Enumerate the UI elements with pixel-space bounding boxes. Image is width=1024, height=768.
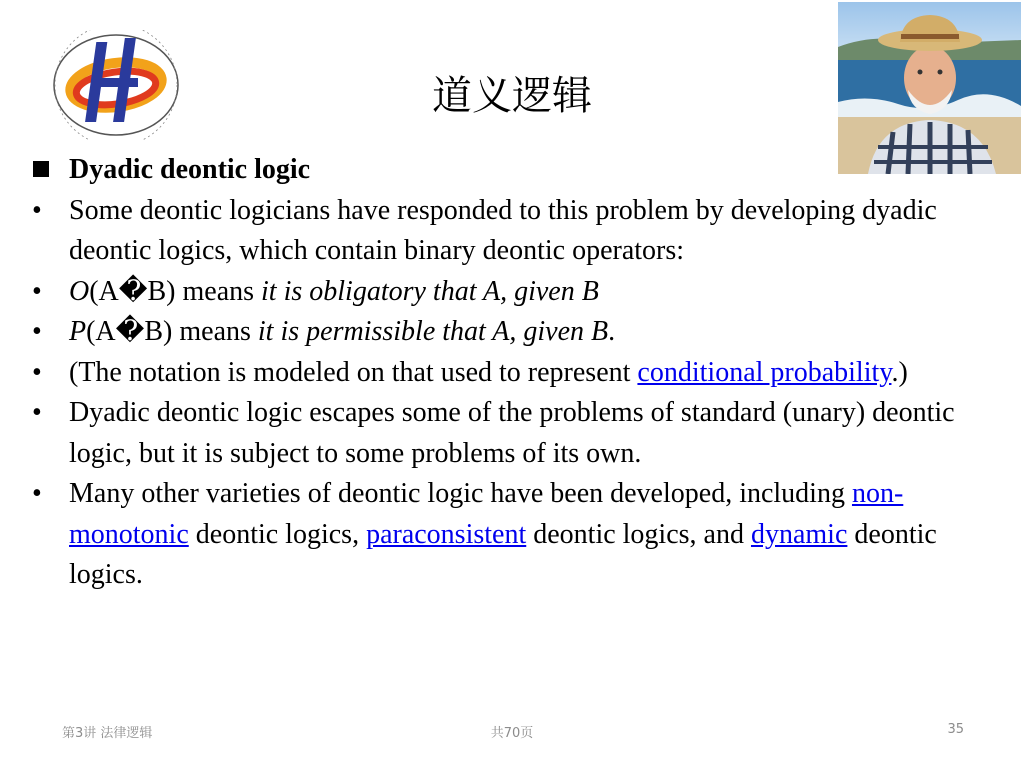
bullet-text: P (69, 316, 87, 347)
bullet-text: (The notation is modeled on that used to represent (69, 356, 638, 388)
bullet-text: deontic logics, and (526, 518, 751, 550)
bullet-text: .) (891, 356, 908, 388)
dot-bullet-icon: • (32, 478, 42, 509)
bullet-item (30, 150, 998, 191)
bullet-text: . (608, 316, 616, 347)
bullet-text: Dyadic deontic logic (69, 154, 311, 185)
hyperlink[interactable]: conditional probability (637, 356, 892, 388)
bullet-text: Many other varieties of deontic logic have been developed, including (69, 478, 852, 509)
bullet-text: deontic logics, (188, 518, 367, 550)
hyperlink[interactable]: non-monotonic (69, 478, 904, 550)
square-bullet-icon (30, 150, 60, 191)
bullet-item (30, 191, 998, 272)
bullet-text: it is permissible that A, given B (257, 316, 609, 347)
bullet-item (30, 393, 998, 474)
bullet-text: deontic logics. (69, 518, 937, 590)
footer-lecture-label: 第3讲 法律逻辑 (62, 726, 153, 741)
dot-bullet-icon: • (32, 194, 42, 226)
bullet-text: O (69, 275, 90, 307)
hyperlink[interactable]: paraconsistent (366, 518, 527, 550)
dot-bullet-icon: • (32, 316, 42, 347)
bullet-item (30, 353, 998, 394)
bullet-text: it is obligatory that A, given B (261, 275, 599, 307)
bullet-item (30, 474, 998, 596)
bullet-text: Some deontic logicians have responded to this problem by developing dyadic deontic logics, which contain binary deontic operators: (69, 194, 937, 266)
dot-bullet-icon: • (32, 275, 42, 307)
footer-page-total: 共70页 (490, 726, 534, 741)
bullet-text: (A�B) means (86, 316, 258, 347)
bullet-text: Dyadic deontic logic escapes some of the problems of standard (unary) deontic logic, but it is subject to some problems of its own. (69, 397, 955, 469)
slide-title: 道义逻辑 (432, 73, 592, 119)
bullet-item (30, 272, 998, 313)
hyperlink[interactable]: dynamic (750, 518, 848, 550)
dot-bullet-icon: • (32, 397, 42, 428)
footer-page-number: 35 (947, 722, 964, 737)
bullet-text: (A�B) means (89, 275, 262, 307)
bullet-item (30, 312, 998, 353)
bullet-list (30, 150, 998, 596)
dot-bullet-icon: • (32, 356, 42, 388)
